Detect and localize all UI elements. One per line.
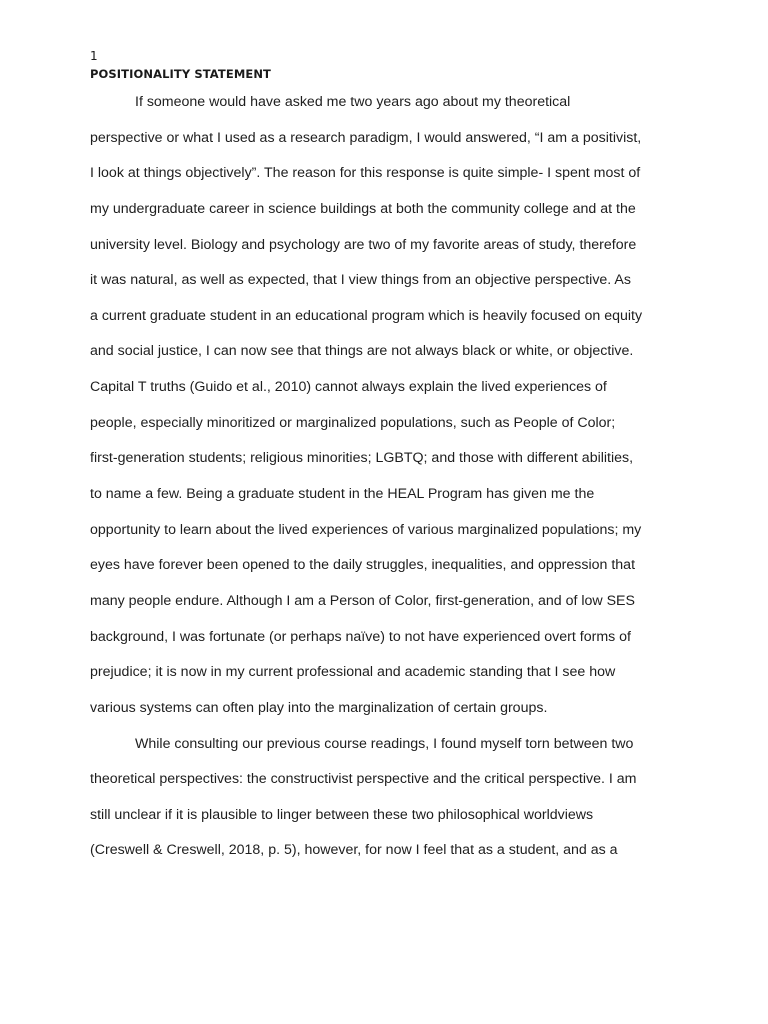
paragraph-1-line: perspective or what I used as a research paradigm, I would answered, “I am a positivist, [90,129,642,146]
paragraph-1-line: and social justice, I can now see that things are not always black or white, or objective. [90,343,634,360]
paragraph-1-line: it was natural, as well as expected, that I view things from an objective perspective. As [90,272,631,289]
paragraph-1-line: prejudice; it is now in my current professional and academic standing that I see how [90,664,616,681]
paragraph-1-line: Capital T truths (Guido et al., 2010) cannot always explain the lived experiences of [90,379,607,396]
paragraph-1-line: various systems can often play into the marginalization of certain groups. [90,699,548,716]
paragraph-1-line: university level. Biology and psychology are two of my favorite areas of study, therefore [90,236,637,253]
page-number: 1 [90,49,98,63]
paragraph-1-line: eyes have forever been opened to the daily struggles, inequalities, and oppression that [90,557,636,574]
paragraph-2-line: theoretical perspectives: the constructivist perspective and the critical perspective. I am [90,771,637,788]
paragraph-1-line: many people endure. Although I am a Person of Color, first-generation, and of low SES [90,592,635,609]
document-body [90,90,690,874]
paragraph-1-line: to name a few. Being a graduate student in the HEAL Program has given me the [90,486,595,503]
paragraph-1-line: I look at things objectively”. The reason for this response is quite simple- I spent most of [90,165,641,182]
paragraph-2-line: While consulting our previous course readings, I found myself torn between two [135,735,634,752]
paragraph-1-line: people, especially minoritized or marginalized populations, such as People of Color; [90,414,616,431]
paragraph-1-line: my undergraduate career in science buildings at both the community college and at the [90,200,636,217]
paragraph-2-line: (Creswell & Creswell, 2018, p. 5), however, for now I feel that as a student, and as a [90,842,618,859]
paragraph-1-line: background, I was fortunate (or perhaps naïve) to not have experienced overt forms of [90,628,632,645]
paragraph-2-line: still unclear if it is plausible to linger between these two philosophical worldviews [90,806,594,823]
running-head: POSITIONALITY STATEMENT [90,67,271,81]
paragraph-1-line: If someone would have asked me two years ago about my theoretical [135,94,571,110]
paragraph-1-line: first-generation students; religious minorities; LGBTQ; and those with different abilities, [90,450,634,467]
paragraph-1-line: opportunity to learn about the lived experiences of various marginalized populations; my [90,521,642,538]
paragraph-1-line: a current graduate student in an educational program which is heavily focused on equity [90,307,643,324]
